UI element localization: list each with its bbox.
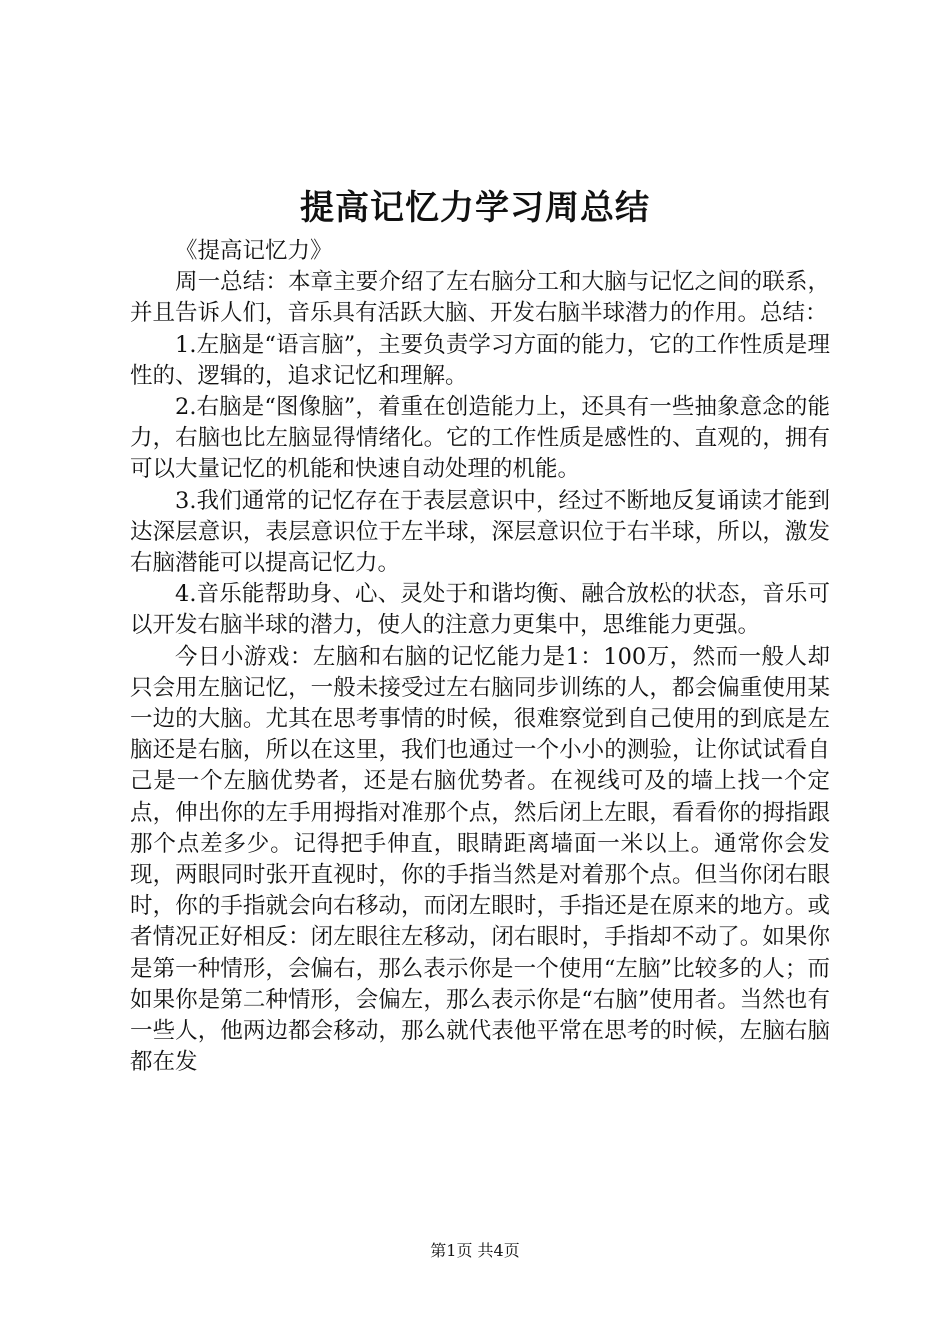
paragraph-point-4: 4.音乐能帮助身、心、灵处于和谐均衡、融合放松的状态，音乐可以开发右脑半球的潜力，使人的注意力更集中，思维能力更强。: [130, 581, 830, 639]
paragraph-point-2: 2.右脑是“图像脑”，着重在创造能力上，还具有一些抽象意念的能力，右脑也比左脑显得情绪化。它的工作性质是感性的、直观的，拥有可以大量记忆的机能和快速自动处理的机能。: [130, 394, 830, 483]
document-body: [130, 236, 830, 1078]
paragraph-point-3: 3.我们通常的记忆存在于表层意识中，经过不断地反复诵读才能到达深层意识，表层意识位于左半球，深层意识位于右半球，所以，激发右脑潜能可以提高记忆力。: [130, 487, 830, 577]
document-title: 提高记忆力学习周总结: [300, 188, 650, 228]
paragraph-daily-game: 今日小游戏：左脑和右脑的记忆能力是1：100万，然而一般人却只会用左脑记忆，一般未接受过左右脑同步训练的人，都会偏重使用某一边的大脑。尤其在思考事情的时候，很难察觉到自己使用的到底是左脑还是右脑，所以在这里，我们也通过一个小小的测验，让你试试看自己是一个左脑优势者，还是右脑优势者。在视线可及的墙上找一个定点，伸出你的左手用拇指对准那个点，然后闭上左眼，看看你的拇指跟那个点差多少。记得把手伸直，眼睛距离墙面一米以上。通常你会发现，两眼同时张开直视时，你的手指当然是对着那个点。但当你闭右眼时，你的手指就会向右移动，而闭左眼时，手指还是在原来的地方。或者情况正好相反：闭左眼往左移动，闭右眼时，手指却不动了。如果你是第一种情形，会偏右，那么表示你是一个使用“左脑”比较多的人；而如果你是第二种情形，会偏左，那么表示你是“右脑”使用者。当然也有一些人，他两边都会移动，那么就代表他平常在思考的时候，左脑右脑都在发: [130, 643, 830, 1076]
paragraph-monday-summary: 周一总结：本章主要介绍了左右脑分工和大脑与记忆之间的联系，并且告诉人们，音乐具有活跃大脑、开发右脑半球潜力的作用。总结：: [130, 269, 830, 327]
page-number-footer: 第1页 共4页: [430, 1241, 520, 1260]
paragraph-book-title: 《提高记忆力》: [175, 238, 333, 264]
paragraph-point-1: 1.左脑是“语言脑”，主要负责学习方面的能力，它的工作性质是理性的、逻辑的，追求记忆和理解。: [130, 331, 830, 389]
